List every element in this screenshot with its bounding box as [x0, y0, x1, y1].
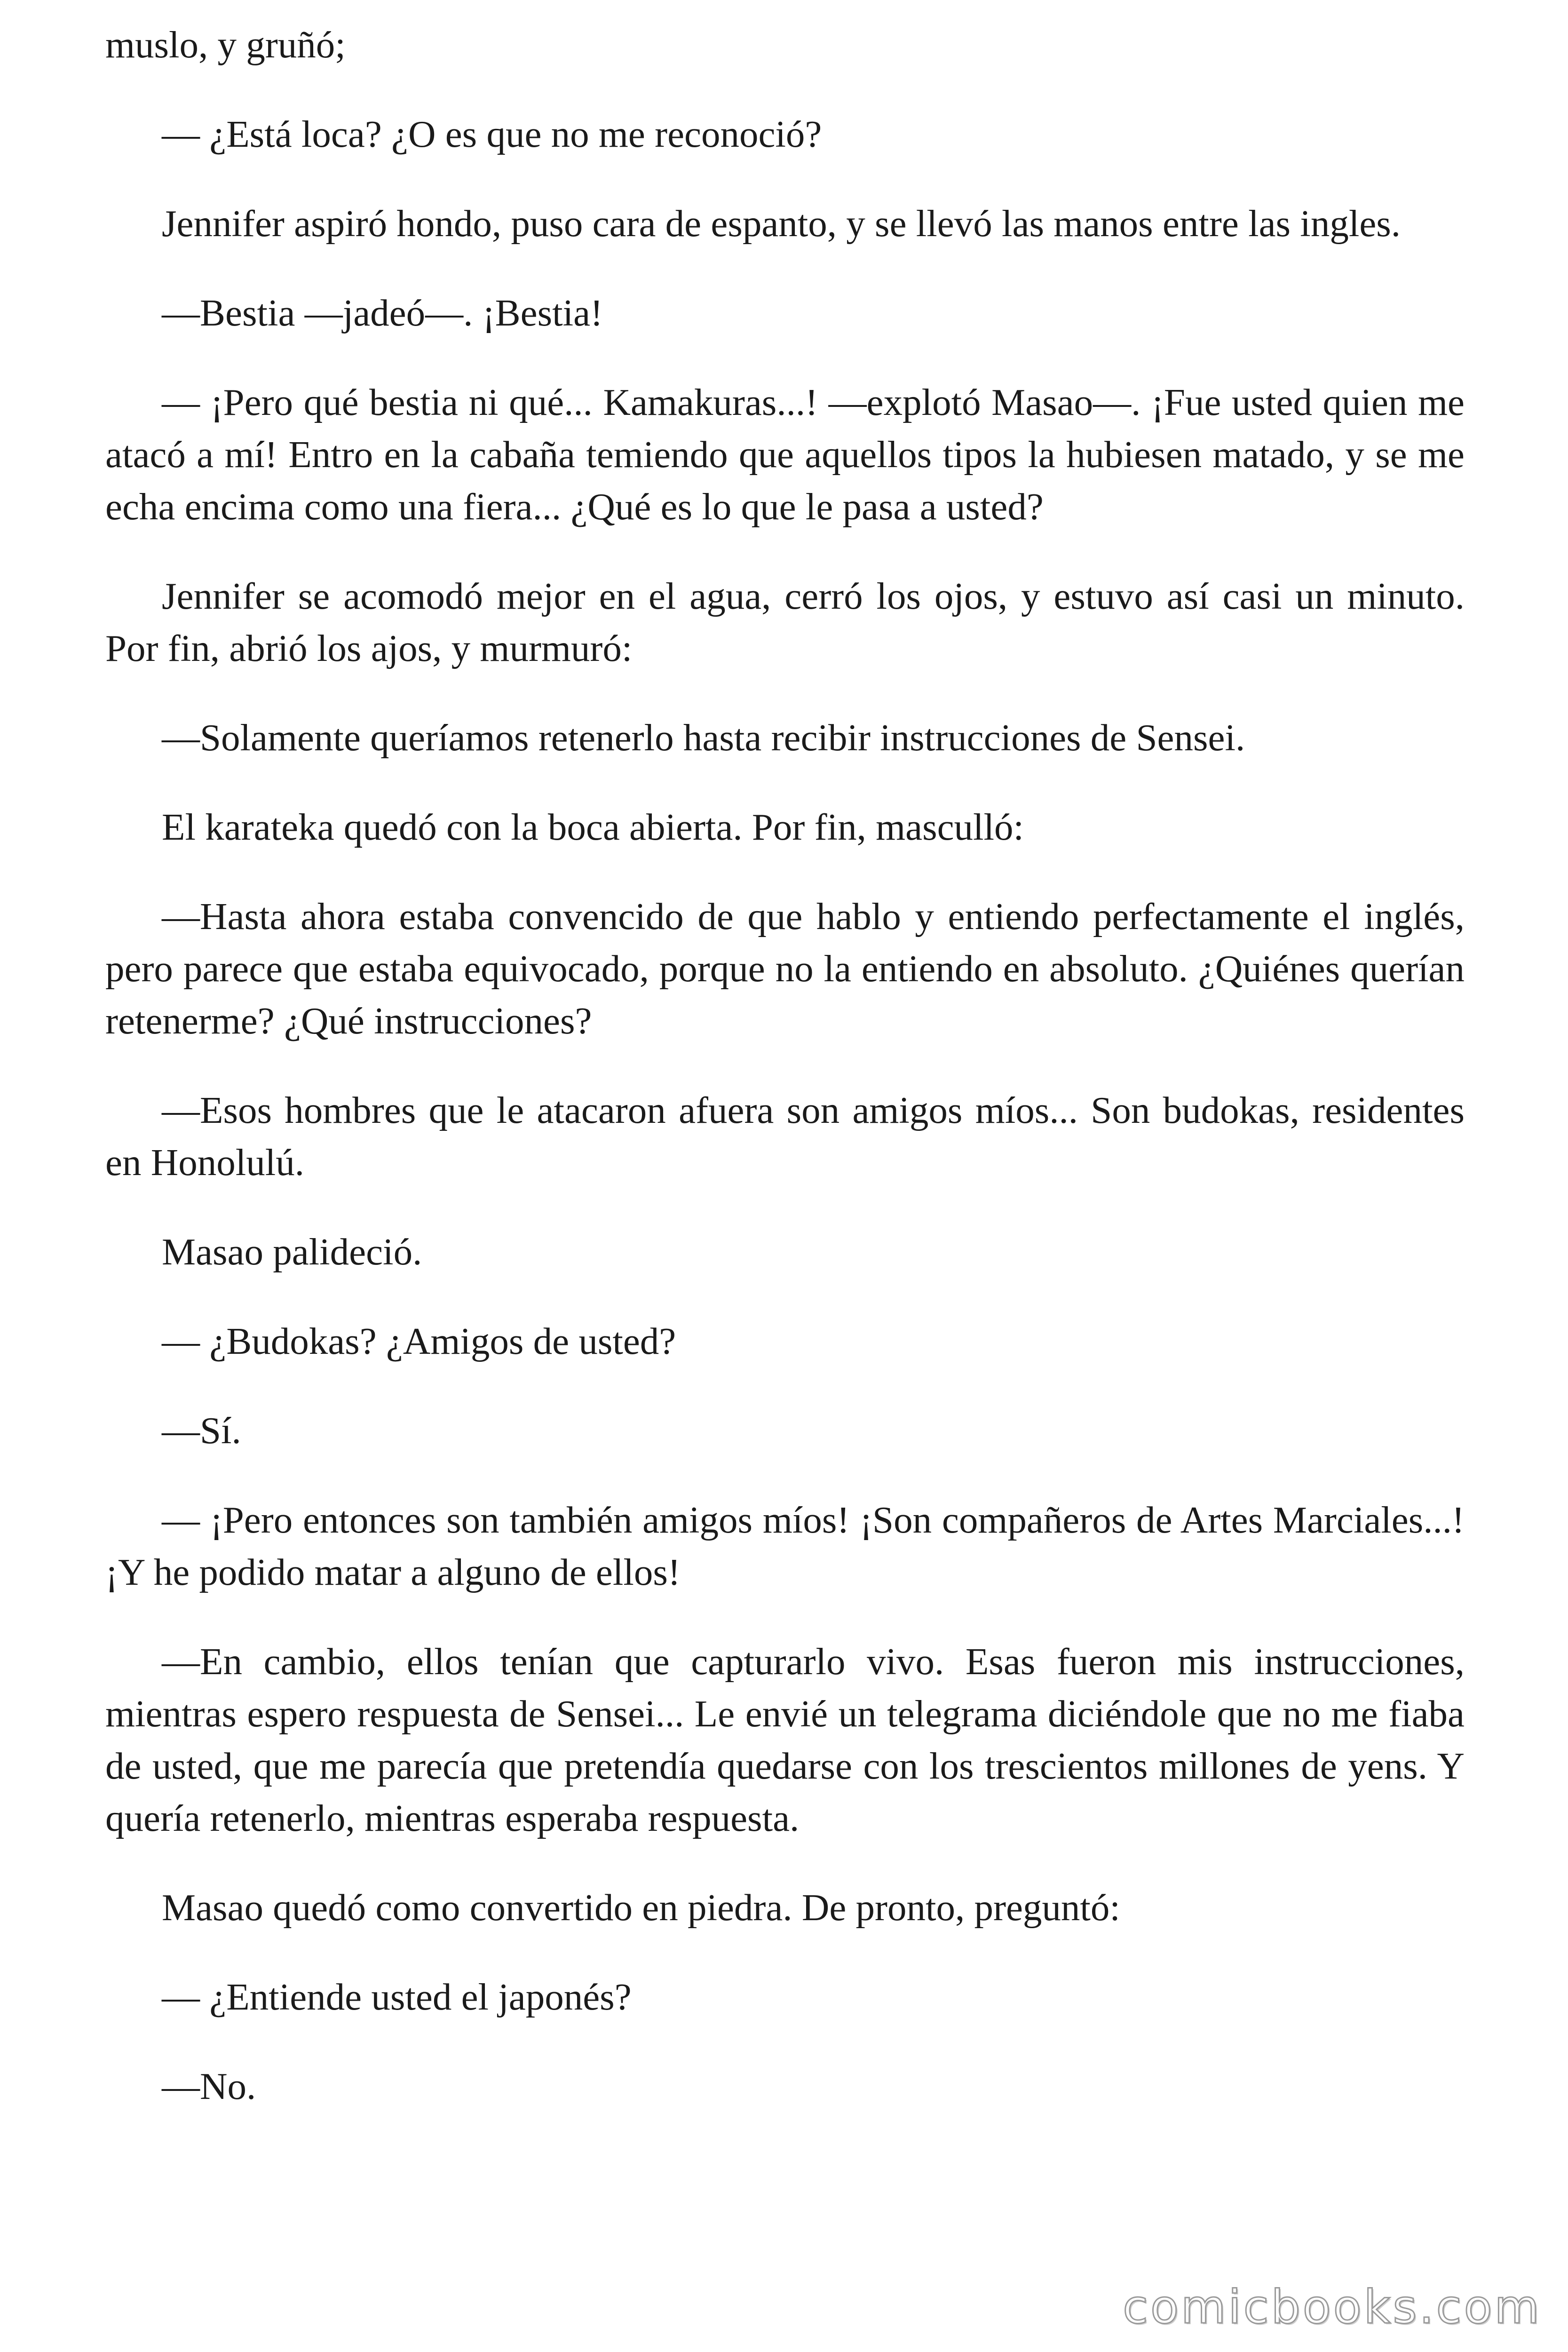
paragraph: —En cambio, ellos tenían que capturarlo vivo. Esas fueron mis instrucciones, mientras espero respuesta de Sensei... Le envié un telegrama diciéndole que no me fiaba de usted, que me parecía que pretendía quedarse con los trescientos millones de yens. Y quería retenerlo, mientras esperaba respuesta. [105, 1640, 1465, 1839]
paragraph: —Sí. [162, 1409, 241, 1452]
paragraph: muslo, y gruñó; [105, 24, 346, 66]
paragraph: —Esos hombres que le atacaron afuera son amigos míos... Son budokas, residentes en Honolulú. [105, 1089, 1465, 1184]
paragraph: Masao palideció. [162, 1231, 422, 1273]
paragraph: Jennifer aspiró hondo, puso cara de espanto, y se llevó las manos entre las ingles. [162, 202, 1401, 245]
paragraph: El karateka quedó con la boca abierta. Por fin, masculló: [162, 806, 1024, 848]
paragraph: —No. [162, 2065, 256, 2107]
watermark: comicbooks.com [1123, 2280, 1542, 2334]
paragraph: —Solamente queríamos retenerlo hasta recibir instrucciones de Sensei. [162, 716, 1245, 759]
paragraph: — ¡Pero entonces son también amigos míos! ¡Son compañeros de Artes Marciales...! ¡Y he podido matar a alguno de ellos! [105, 1499, 1465, 1593]
paragraph: — ¡Pero qué bestia ni qué... Kamakuras...! —explotó Masao—. ¡Fue usted quien me atacó a mí! Entro en la cabaña temiendo que aquellos tipos la hubiesen matado, y se me echa encima como una fiera... ¿Qué es lo que le pasa a usted? [105, 381, 1465, 528]
paragraph: — ¿Entiende usted el japonés? [162, 1976, 632, 2018]
paragraph: Jennifer se acomodó mejor en el agua, cerró los ojos, y estuvo así casi un minuto. Por fin, abrió los ajos, y murmuró: [105, 575, 1465, 669]
paragraph: —Bestia —jadeó—. ¡Bestia! [162, 292, 603, 334]
page-body [105, 19, 1465, 2150]
paragraph: — ¿Está loca? ¿O es que no me reconoció? [162, 113, 822, 155]
paragraph: — ¿Budokas? ¿Amigos de usted? [162, 1320, 676, 1362]
paragraph: —Hasta ahora estaba convencido de que hablo y entiendo perfectamente el inglés, pero parece que estaba equivocado, porque no la entiendo en absoluto. ¿Quiénes querían retenerme? ¿Qué instrucciones? [105, 895, 1465, 1042]
paragraph: Masao quedó como convertido en piedra. De pronto, preguntó: [162, 1886, 1120, 1929]
